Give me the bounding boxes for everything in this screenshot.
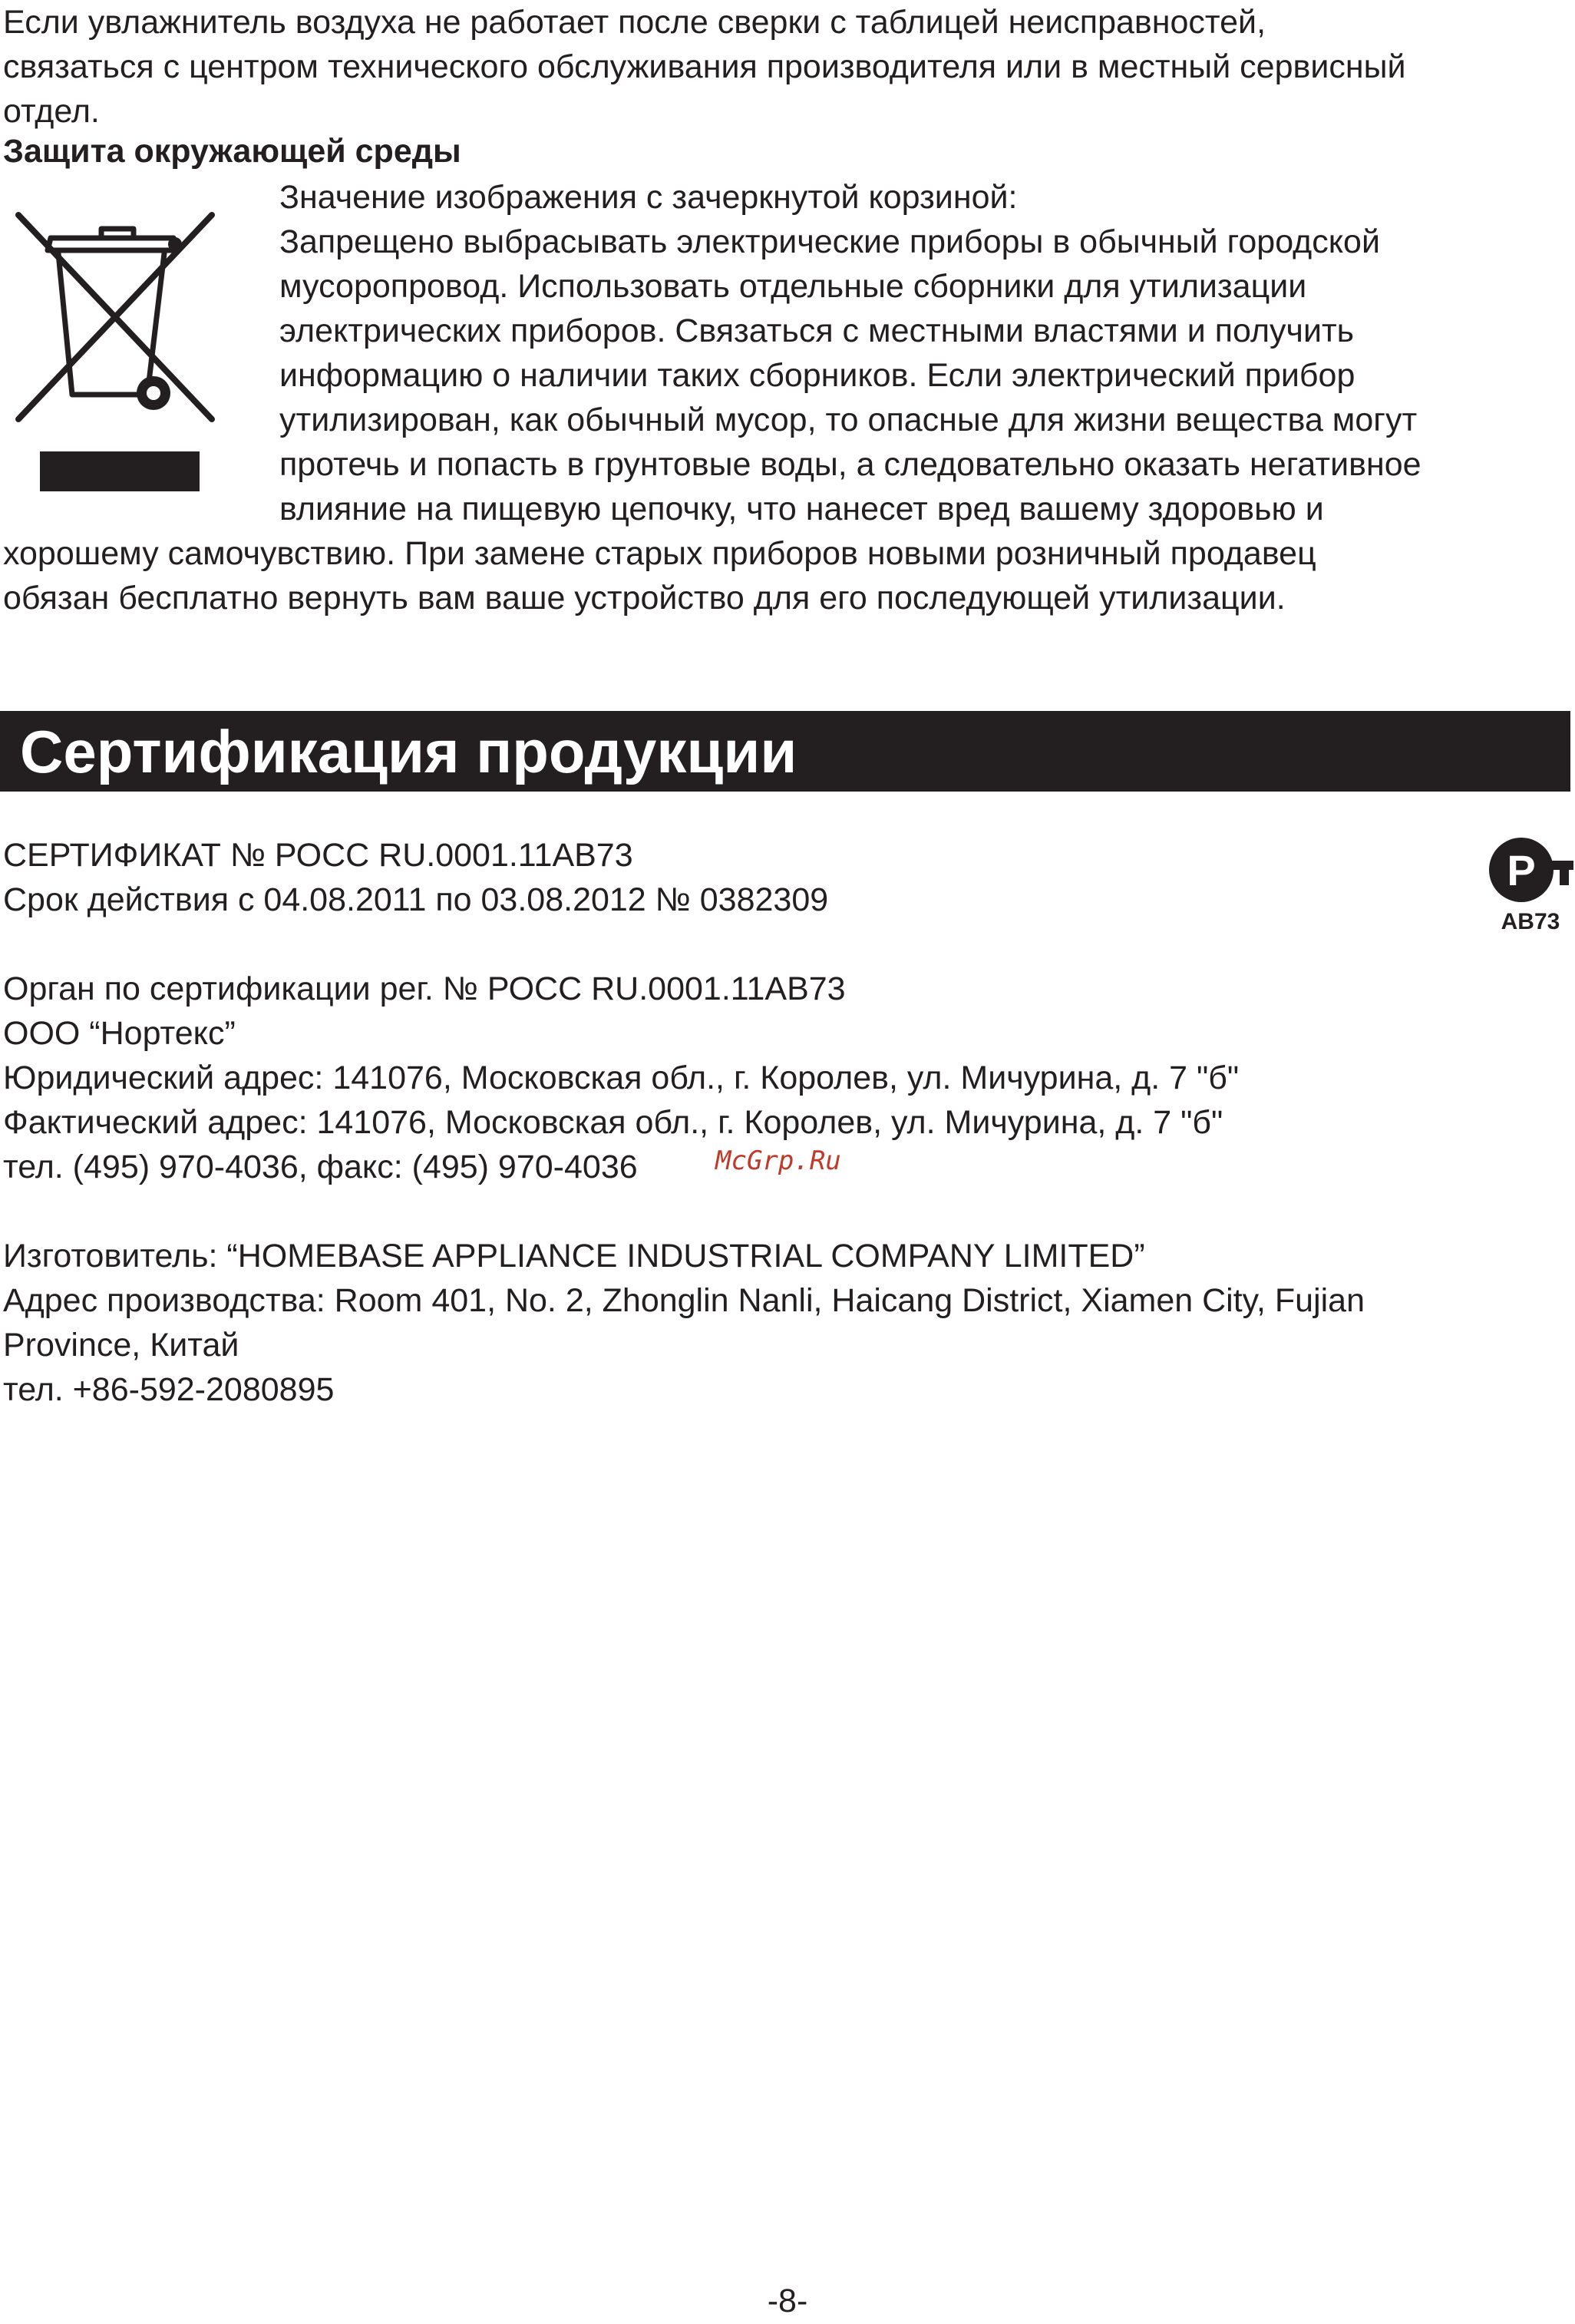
- certification-mark: [1486, 831, 1575, 939]
- environment-line: протечь и попасть в грунтовые воды, а следовательно оказать негативное: [279, 446, 1421, 483]
- certificate-validity: Срок действия с 04.08.2011 по 03.08.2012 № 0382309: [3, 881, 829, 918]
- crossed-out-wheelie-bin-icon: [11, 206, 223, 491]
- intro-line: связаться с центром технического обслуживания производителя или в местный сервисный: [3, 48, 1406, 85]
- certificate-number: СЕРТИФИКАТ № РОСС RU.0001.11АВ73: [3, 837, 633, 874]
- environment-line: утилизирован, как обычный мусор, то опасные для жизни вещества могут: [279, 402, 1418, 438]
- rst-certification-mark-icon: [1486, 831, 1575, 905]
- environment-line: хорошему самочувствию. При замене старых приборов новыми розничный продавец: [3, 535, 1316, 572]
- section-title: Сертификация продукции: [20, 718, 797, 785]
- watermark: McGrp.Ru: [715, 1145, 841, 1176]
- section-header-bar: [0, 711, 1570, 792]
- certification-body: Орган по сертификации рег. № РОСС RU.0001.11АВ73: [3, 970, 846, 1007]
- environment-heading: Защита окружающей среды: [3, 133, 461, 170]
- environment-line: Значение изображения с зачеркнутой корзиной:: [279, 179, 1018, 216]
- environment-line: влияние на пищевую цепочку, что нанесет вред вашему здоровью и: [279, 491, 1324, 527]
- production-address: Province, Китай: [3, 1327, 239, 1364]
- page-number: -8-: [767, 2283, 808, 2319]
- intro-line: отдел.: [3, 93, 100, 130]
- phone-fax: тел. (495) 970-4036, факс: (495) 970-4036: [3, 1149, 638, 1185]
- svg-text:Р: Р: [1507, 846, 1536, 894]
- environment-line: электрических приборов. Связаться с местными властями и получить: [279, 312, 1355, 349]
- company-name: ООО “Нортекс”: [3, 1015, 236, 1052]
- production-address: Адрес производства: Room 401, No. 2, Zhonglin Nanli, Haicang District, Xiamen City, Fujian: [3, 1282, 1365, 1319]
- manufacturer: Изготовитель: “HOMEBASE APPLIANCE INDUSTRIAL COMPANY LIMITED”: [3, 1238, 1145, 1274]
- certification-mark-code: AB73: [1501, 909, 1560, 934]
- manufacturer-phone: тел. +86-592-2080895: [3, 1371, 335, 1408]
- legal-address: Юридический адрес: 141076, Московская обл., г. Королев, ул. Мичурина, д. 7 "б": [3, 1060, 1240, 1096]
- environment-line: Запрещено выбрасывать электрические приборы в обычный городской: [279, 223, 1380, 260]
- intro-line: Если увлажнитель воздуха не работает после сверки с таблицей неисправностей,: [3, 4, 1266, 41]
- environment-line: мусоропровод. Использовать отдельные сборники для утилизации: [279, 268, 1307, 305]
- actual-address: Фактический адрес: 141076, Московская обл., г. Королев, ул. Мичурина, д. 7 "б": [3, 1104, 1223, 1141]
- environment-line: обязан бесплатно вернуть вам ваше устройство для его последующей утилизации.: [3, 580, 1286, 617]
- environment-line: информацию о наличии таких сборников. Если электрический прибор: [279, 357, 1355, 394]
